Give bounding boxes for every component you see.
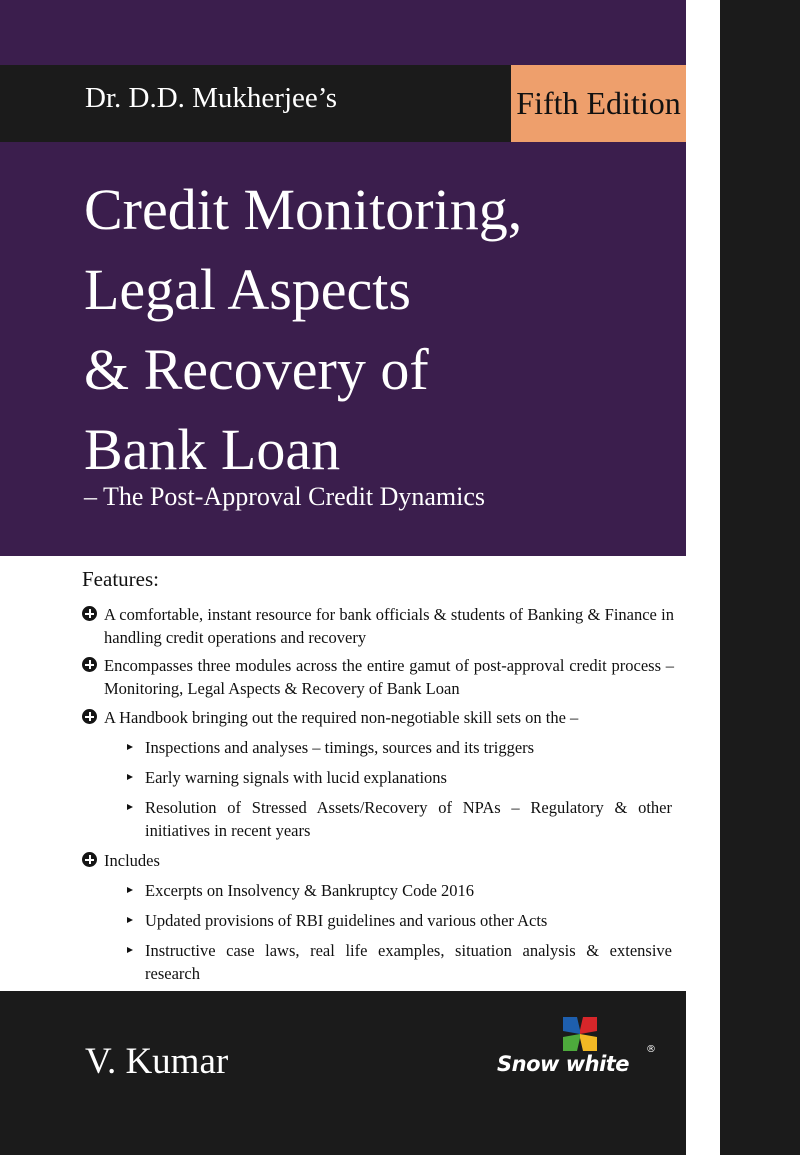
feature-text: A comfortable, instant resource for bank officials & students of Banking & Finance in handling credit operations and recovery xyxy=(104,605,674,647)
logo-red-wedge xyxy=(580,1017,597,1034)
triangle-bullet-icon xyxy=(127,947,133,953)
logo-yellow-wedge xyxy=(580,1034,597,1051)
includes-point-text: Excerpts on Insolvency & Bankruptcy Code 2016 xyxy=(145,881,475,900)
plus-circle-icon xyxy=(82,657,97,672)
features-heading: Features: xyxy=(82,567,159,591)
registered-mark: ® xyxy=(646,1044,656,1055)
logo-green-wedge xyxy=(563,1034,580,1051)
book-spine xyxy=(720,0,800,1155)
cover-top-purple xyxy=(0,0,686,65)
snowwhite-logo-icon xyxy=(563,1017,597,1051)
title-line: Credit Monitoring, xyxy=(84,177,523,242)
triangle-bullet-icon xyxy=(127,774,133,780)
triangle-bullet-icon xyxy=(127,744,133,750)
publisher-name: Snow white xyxy=(497,1052,630,1076)
handbook-point-text: Inspections and analyses – timings, sources and its triggers xyxy=(145,738,535,757)
book-subtitle: – The Post-Approval Credit Dynamics xyxy=(84,482,486,511)
triangle-bullet-icon xyxy=(127,804,133,810)
logo-blue-wedge xyxy=(563,1017,580,1034)
title-line: Legal Aspects xyxy=(84,257,411,322)
book-author: V. Kumar xyxy=(85,1041,229,1082)
feature-text: Encompasses three modules across the entire gamut of post-approval credit process – Monitoring, Legal Aspects & Recovery of Bank Loan xyxy=(104,656,674,698)
feature-text: Includes xyxy=(104,851,160,870)
book-title xyxy=(84,170,522,490)
plus-circle-icon xyxy=(82,852,97,867)
triangle-bullet-icon xyxy=(127,917,133,923)
includes-point-text: Instructive case laws, real life examples, situation analysis & extensive research xyxy=(145,941,672,983)
edition-badge xyxy=(511,65,686,142)
handbook-point-text: Resolution of Stressed Assets/Recovery of NPAs – Regulatory & other initiatives in recent years xyxy=(145,798,672,840)
feature-text: A Handbook bringing out the required non-negotiable skill sets on the – xyxy=(104,708,579,727)
edition-label: Fifth Edition xyxy=(516,85,681,121)
title-line: Bank Loan xyxy=(84,417,341,482)
triangle-bullet-icon xyxy=(127,887,133,893)
spine-gap xyxy=(686,0,720,1155)
series-author: Dr. D.D. Mukherjee’s xyxy=(85,82,338,114)
title-line: & Recovery of xyxy=(84,337,429,402)
plus-circle-icon xyxy=(82,606,97,621)
plus-circle-icon xyxy=(82,709,97,724)
handbook-point-text: Early warning signals with lucid explanations xyxy=(145,768,447,787)
includes-point-text: Updated provisions of RBI guidelines and various other Acts xyxy=(145,911,548,930)
